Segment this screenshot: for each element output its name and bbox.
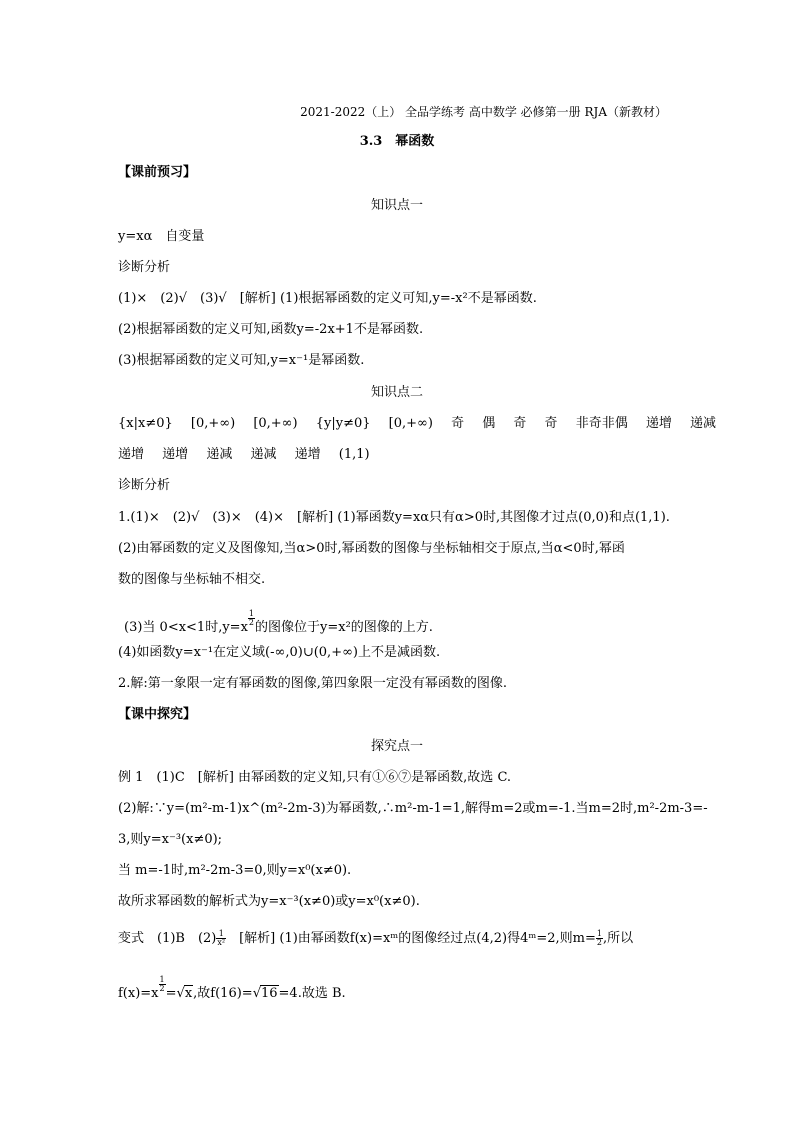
part1-heading: 【课前预习】 bbox=[118, 165, 197, 180]
section-title: 3.3 幂函数 bbox=[359, 134, 435, 149]
text-run: ,故f(16)= bbox=[193, 986, 253, 1001]
kp2-cell: 递减 bbox=[250, 447, 277, 462]
diagnosis-2-line-4 bbox=[124, 610, 433, 636]
fraction-numerator: 1 bbox=[159, 975, 165, 984]
fraction-numerator: 1 bbox=[216, 930, 226, 939]
fraction-numerator: 1 bbox=[248, 609, 255, 618]
diagnosis-2-line-5: (4)如函数y=x⁻¹在定义域(-∞,0)∪(0,+∞)上不是减函数. bbox=[118, 645, 441, 660]
fraction-numerator: 1 bbox=[596, 929, 602, 938]
diagnosis-1-line-1: (1)× (2)√ (3)√ [解析] (1)根据幂函数的定义可知,y=-x²不是幂函数. bbox=[118, 291, 537, 306]
kp2-cell: [0,+∞) bbox=[253, 416, 298, 431]
kp2-cell: {x|x≠0} bbox=[118, 416, 173, 431]
kp2-cell: 递减 bbox=[206, 447, 233, 462]
diagnosis-2-line-2: (2)由幂函数的定义及图像知,当α>0时,幂函数的图像与坐标轴相交于原点,当α<0时,幂函 bbox=[118, 541, 625, 556]
diagnosis-2-line-1: 1.(1)× (2)√ (3)× (4)× [解析] (1)幂函数y=xα只有α>0时,其图像才过点(0,0)和点(1,1). bbox=[118, 510, 670, 525]
part2-heading: 【课中探究】 bbox=[118, 707, 197, 722]
diagnosis-2-line-3: 数的图像与坐标轴不相交. bbox=[118, 572, 266, 587]
fraction-denominator: x² bbox=[217, 938, 226, 947]
kp2-cell: 递增 bbox=[645, 416, 672, 431]
example-1-line-3: 3,则y=x⁻³(x≠0); bbox=[118, 832, 223, 847]
diagnosis-heading-2: 诊断分析 bbox=[118, 478, 171, 493]
kp2-cell: 偶 bbox=[482, 416, 496, 431]
text-run: 变式 (1)B (2) bbox=[118, 931, 217, 946]
sqrt-sign: √ bbox=[176, 986, 185, 1001]
variant-line-2 bbox=[118, 976, 346, 1002]
fraction-denominator: 2 bbox=[159, 984, 165, 993]
kp2-cell: 递减 bbox=[690, 416, 717, 431]
m-fraction bbox=[596, 930, 603, 947]
kp2-cell: [0,+∞) bbox=[190, 416, 236, 431]
exponent-fraction bbox=[159, 976, 166, 993]
kp1-heading: 知识点一 bbox=[370, 198, 423, 213]
kp2-cell: 奇 bbox=[451, 416, 465, 431]
text-run: (3)当 0<x<1时,y=x bbox=[124, 620, 248, 635]
diagnosis-2-line-6: 2.解:第一象限一定有幂函数的图像,第四象限一定没有幂函数的图像. bbox=[118, 676, 508, 691]
text-run: [解析] (1)由幂函数f(x)=xᵐ的图像经过点(4,2)得4ᵐ=2,则m= bbox=[226, 931, 596, 946]
text-run: =4.故选 B. bbox=[278, 986, 346, 1001]
kp2-cell: 递增 bbox=[118, 447, 145, 462]
explore-heading: 探究点一 bbox=[370, 739, 423, 754]
kp2-row-1 bbox=[118, 416, 716, 432]
text-run: f(x)=x bbox=[118, 986, 159, 1001]
kp2-cell: 递增 bbox=[162, 447, 189, 462]
kp2-cell: 递增 bbox=[294, 447, 321, 462]
fraction-denominator: 2 bbox=[596, 938, 602, 947]
kp2-heading: 知识点二 bbox=[370, 385, 423, 400]
page-header: 2021-2022（上） 全品学练考 高中数学 必修第一册 RJA（新教材） bbox=[300, 105, 667, 119]
kp2-cell: 非奇非偶 bbox=[575, 416, 628, 431]
diagnosis-1-line-2: (2)根据幂函数的定义可知,函数y=-2x+1不是幂函数. bbox=[118, 322, 424, 337]
kp2-cell: (1,1) bbox=[338, 447, 370, 462]
fraction-denominator: 2 bbox=[248, 618, 255, 627]
text-run: = bbox=[165, 986, 177, 1001]
answer-fraction bbox=[216, 930, 226, 947]
sqrt-sign: √ bbox=[252, 986, 261, 1001]
example-1-line-1: 例 1 (1)C [解析] 由幂函数的定义知,只有①⑥⑦是幂函数,故选 C. bbox=[118, 770, 512, 785]
kp2-cell: [0,+∞) bbox=[388, 416, 433, 431]
variant-line-1 bbox=[118, 930, 633, 947]
example-1-line-4: 当 m=-1时,m²-2m-3=0,则y=x⁰(x≠0). bbox=[118, 863, 352, 878]
sqrt-radicand: 16 bbox=[260, 986, 278, 1001]
sqrt-radicand: x bbox=[184, 986, 193, 1001]
kp2-cell: 奇 bbox=[544, 416, 558, 431]
text-run: ,所以 bbox=[602, 931, 634, 946]
diagnosis-1-line-3: (3)根据幂函数的定义可知,y=x⁻¹是幂函数. bbox=[118, 353, 365, 368]
text-run: 的图像位于y=x²的图像的上方. bbox=[255, 620, 433, 635]
kp2-row-2 bbox=[118, 447, 370, 463]
kp2-cell: {y|y≠0} bbox=[315, 416, 371, 431]
kp2-cell: 奇 bbox=[513, 416, 527, 431]
exponent-fraction bbox=[248, 610, 255, 627]
example-1-line-2: (2)解:∵y=(m²-m-1)x^(m²-2m-3)为幂函数,∴m²-m-1=1,解得m=2或m=-1.当m=2时,m²-2m-3=- bbox=[118, 801, 708, 816]
example-1-line-5: 故所求幂函数的解析式为y=x⁻³(x≠0)或y=x⁰(x≠0). bbox=[118, 894, 420, 909]
diagnosis-heading-1: 诊断分析 bbox=[118, 260, 171, 275]
kp1-answer: y=xα 自变量 bbox=[118, 229, 205, 244]
